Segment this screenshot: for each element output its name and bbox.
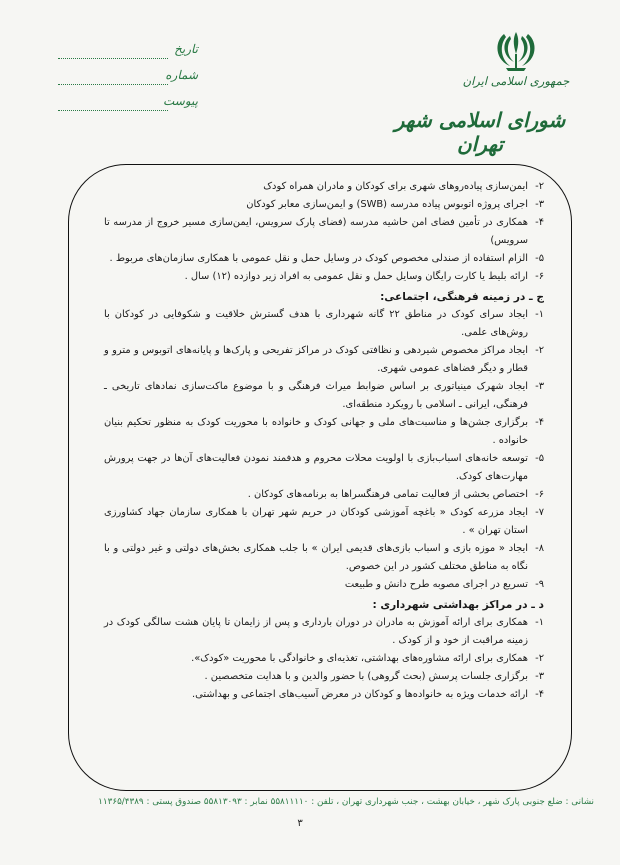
item-number: ۳-: [535, 381, 544, 392]
item-text: توسعه خانه‌های اسباب‌بازی با اولویت محلات محروم و هدفمند نمودن فعالیت‌های آن‌ها در جهت پرورش مهارت‌های کودک.: [104, 453, 528, 482]
list-item: [104, 504, 544, 540]
list-item: [104, 686, 544, 704]
item-number: ۴-: [535, 689, 544, 700]
heading-health: د ـ در مراکز بهداشتی شهرداری :: [372, 599, 544, 611]
item-number: ۵-: [535, 453, 544, 464]
item-text: اختصاص بخشی از فعالیت تمامی فرهنگسراها به برنامه‌های کودکان .: [247, 489, 528, 500]
item-number: ۷-: [535, 507, 544, 518]
item-text: اجرای پروژه اتوبوس پیاده مدرسه (SWB) و ایمن‌سازی معابر کودکان: [246, 199, 528, 210]
item-number: ۳-: [535, 199, 544, 210]
item-number: ۲-: [535, 345, 544, 356]
item-text: ایمن‌سازی پیاده‌روهای شهری برای کودکان و مادران همراه کودک: [263, 181, 528, 192]
item-text: تسریع در اجرای مصوبه طرح دانش و طبیعت: [344, 579, 528, 590]
item-number: ۲-: [535, 181, 544, 192]
list-item: [104, 668, 544, 686]
date-label: تاریخ: [174, 42, 198, 56]
item-text: برگزاری جلسات پرسش (بحث گروهی) با حضور والدین و با هدایت متخصصین .: [204, 671, 528, 682]
list-item: [104, 306, 544, 342]
item-number: ۸-: [535, 543, 544, 554]
item-text: ایجاد شهرک مینیاتوری بر اساس ضوابط میراث فرهنگی و با موضوع ماکت‌سازی نمادهای تاریخی ـ فرهنگی، ایرانی ـ اسلامی با رویکرد منطقه‌ای.: [104, 381, 528, 410]
cultural-items: [104, 306, 544, 594]
list-item: [104, 250, 544, 268]
list-item: [104, 178, 544, 196]
iran-emblem-icon: [492, 28, 540, 72]
item-text: الزام استفاده از صندلی مخصوص کودک در وسایل حمل و نقل عمومی با همکاری سازمان‌های مربوط .: [109, 253, 528, 264]
heading-cultural: ج ـ در زمینه فرهنگی، اجتماعی:: [380, 291, 544, 303]
item-number: ۳-: [535, 671, 544, 682]
attachment-row: [58, 92, 198, 118]
attachment-line: [58, 110, 168, 111]
list-item: [104, 486, 544, 504]
item-number: ۶-: [535, 271, 544, 282]
item-text: ارائه بلیط یا کارت رایگان وسایل حمل و نقل عمومی به افراد زیر دوازده (۱۲) سال .: [184, 271, 528, 282]
item-text: ایجاد مراکز مخصوص شیردهی و نظافتی کودک در مراکز تفریحی و پارک‌ها و پایانه‌های اتوبوس و مترو و قطار و دیگر فضاهای عمومی شهری.: [104, 345, 528, 374]
list-item: [104, 342, 544, 378]
item-number: ۱-: [535, 617, 544, 628]
item-text: همکاری در تأمین فضای امن حاشیه مدرسه (فضای پارک سرویس، ایمن‌سازی مسیر خروج از مدرسه تا سرویس): [104, 217, 528, 246]
item-number: ۱-: [535, 309, 544, 320]
list-item: [104, 450, 544, 486]
footer-address: نشانی : ضلع جنوبی پارک شهر ، خیابان بهشت ، جنب شهرداری تهران ، تلفن : ۵۵۸۱۱۱۱۰ نمابر : ۵۵۸۱۳۰۹۳ صندوق پستی : ۱۱۳۶۵/۴۳۸۹: [98, 797, 594, 807]
item-text: ایجاد « موزه بازی و اسباب بازی‌های قدیمی ایران » با جلب همکاری بخش‌های دولتی و غیر دولتی و با نگاه به مناطق مختلف کشور در این خصوص.: [104, 543, 528, 572]
list-item: [104, 414, 544, 450]
list-item: [104, 214, 544, 250]
item-number: ۹-: [535, 579, 544, 590]
number-row: [58, 66, 198, 92]
list-item: [104, 196, 544, 214]
republic-name: جمهوری اسلامی ایران: [462, 74, 570, 88]
item-number: ۲-: [535, 653, 544, 664]
item-number: ۴-: [535, 417, 544, 428]
item-text: ایجاد مزرعه کودک « باغچه آموزشی کودکان در حریم شهر تهران با همکاری سازمان جهاد کشاورزی استان تهران » .: [104, 507, 528, 536]
item-text: همکاری برای ارائه آموزش به مادران در دوران بارداری و پس از زایمان تا پایان هشت سالگی کودک در زمینه مراقبت از خود و از کودک .: [104, 617, 528, 646]
transport-items: [104, 178, 544, 286]
list-item: [104, 540, 544, 576]
item-number: ۶-: [535, 489, 544, 500]
list-item: [104, 650, 544, 668]
page-number: ۳: [297, 818, 303, 829]
date-line: [58, 58, 168, 59]
letter-meta: [58, 40, 198, 118]
list-item: [104, 268, 544, 286]
item-text: ارائه خدمات ویژه به خانواده‌ها و کودکان در معرض آسیب‌های اجتماعی و بهداشتی.: [192, 689, 528, 700]
item-number: ۵-: [535, 253, 544, 264]
council-name: شورای اسلامی شهر تهران: [394, 108, 566, 156]
item-text: برگزاری جشن‌ها و مناسبت‌های ملی و جهانی کودک و خانواده با محوریت کودک به منظور تحکیم بنیان خانواده .: [104, 417, 528, 446]
list-item: [104, 378, 544, 414]
letterhead: [0, 0, 620, 160]
date-row: [58, 40, 198, 66]
health-items: [104, 614, 544, 704]
document-body: [104, 178, 544, 704]
item-text: همکاری برای ارائه مشاوره‌های بهداشتی، تغذیه‌ای و خانوادگی با محوریت «کودک».: [191, 653, 528, 664]
attachment-label: پیوست: [163, 94, 198, 108]
list-item: [104, 576, 544, 594]
item-number: ۴-: [535, 217, 544, 228]
item-text: ایجاد سرای کودک در مناطق ۲۲ گانه شهرداری با هدف گسترش خلاقیت و شکوفایی در کودکان با روش‌های علمی.: [104, 309, 529, 338]
list-item: [104, 614, 544, 650]
number-line: [58, 84, 168, 85]
number-label: شماره: [165, 68, 198, 82]
